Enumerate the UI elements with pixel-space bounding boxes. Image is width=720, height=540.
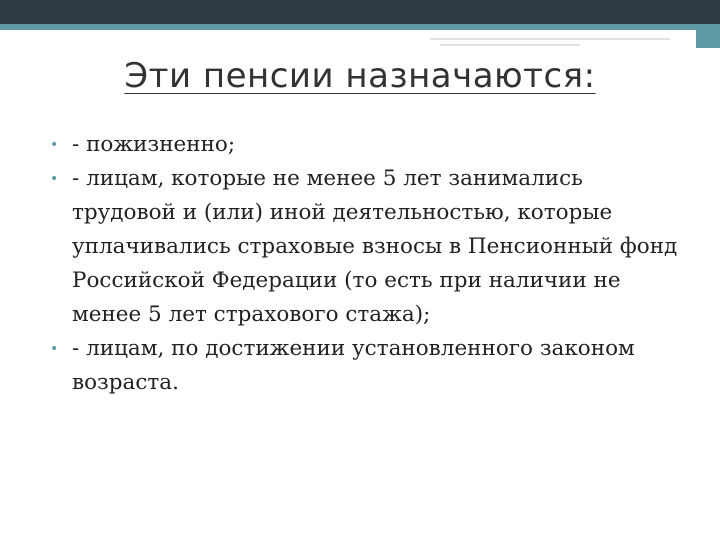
corner-block-accent [696,24,720,48]
bullet-text: - лицам, которые не менее 5 лет занимались трудовой и (или) иной деятельностью, которые уплачивались страховые взносы в Пенсионный фонд Российской Федерации (то есть при наличии не менее 5 лет страхового стажа); [72,166,678,327]
slide-title [0,56,720,96]
bullet-list [46,128,686,400]
bullet-text: - лицам, по достижении установленного законом возраста. [72,336,635,395]
list-item [46,332,686,400]
bullet-text: - пожизненно; [72,132,236,157]
bullet-icon: • [50,137,59,153]
header-accent-band [0,24,720,30]
decorative-line [430,38,670,40]
list-item [46,162,686,332]
header-bar [0,0,720,24]
list-item [46,128,686,162]
bullet-icon: • [50,171,59,187]
bullet-icon: • [50,341,59,357]
slide-title-text: Эти пенсии назначаются: [124,56,596,96]
decorative-line [440,44,580,46]
